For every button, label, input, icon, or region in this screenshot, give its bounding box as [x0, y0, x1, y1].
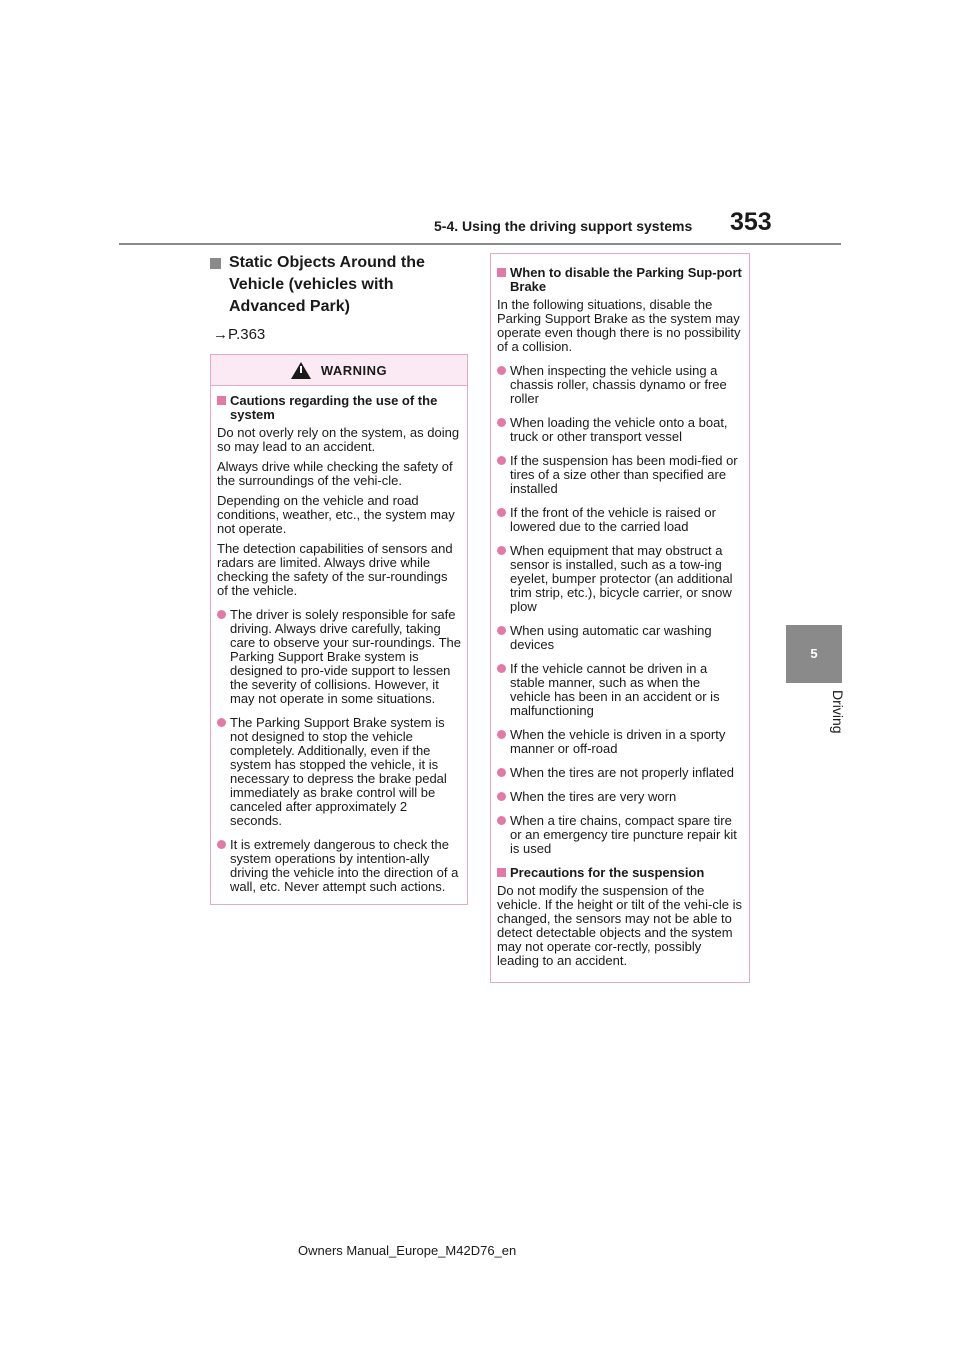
list-item: [497, 454, 743, 496]
section-heading-text: Static Objects Around the Vehicle (vehicles with Advanced Park): [229, 254, 425, 315]
circle-bullet-icon: [497, 664, 506, 673]
circle-bullet-icon: [497, 626, 506, 635]
circle-bullet-icon: [217, 718, 226, 727]
list-item: [497, 506, 743, 534]
footer-text: Owners Manual_Europe_M42D76_en: [298, 1243, 517, 1258]
list-item-text: When a tire chains, compact spare tire or an emergency tire puncture repair kit is used: [510, 813, 737, 856]
warning-subheading-text: Cautions regarding the use of the system: [230, 393, 438, 422]
warning-bullet: [217, 716, 461, 828]
circle-bullet-icon: [497, 730, 506, 739]
circle-bullet-icon: [217, 610, 226, 619]
chapter-tab: 5: [786, 625, 842, 683]
list-item-text: If the suspension has been modi-fied or tires of a size other than specified are installed: [510, 453, 738, 496]
circle-bullet-icon: [217, 840, 226, 849]
list-item-text: When loading the vehicle onto a boat, truck or other transport vessel: [510, 415, 728, 444]
warning-subheading: [217, 394, 461, 422]
suspension-paragraph: Do not modify the suspension of the vehicle. If the height or tilt of the vehi-cle is changed, the sensors may not be able to detect detectable objects and the system may not operate cor-rectly, possibly leading to an accident.: [497, 883, 742, 968]
list-item: [497, 766, 743, 780]
warning-triangle-icon: [291, 362, 311, 379]
square-bullet-icon: [210, 258, 221, 269]
right-column: [490, 252, 750, 983]
list-item-text: When the vehicle is driven in a sporty manner or off-road: [510, 727, 726, 756]
suspension-subheading: [497, 866, 743, 880]
warning-paragraph: The detection capabilities of sensors and radars are limited. Always drive while checking the safety of the sur-roundings of the vehicle.: [217, 541, 453, 598]
square-bullet-icon: [497, 268, 506, 277]
circle-bullet-icon: [497, 816, 506, 825]
page-number: 353: [730, 208, 772, 236]
disable-intro: In the following situations, disable the Parking Support Brake as the system may operate even though there is no possibility of a collision.: [497, 297, 741, 354]
suspension-subheading-text: Precautions for the suspension: [510, 865, 705, 880]
disable-subheading: [497, 266, 743, 294]
list-item-text: When the tires are very worn: [510, 789, 677, 804]
warning-box: [210, 354, 468, 905]
chapter-label: Driving: [830, 690, 846, 734]
list-item-text: When equipment that may obstruct a sensor is installed, such as a tow-ing eyelet, bumper protector (an additional trim strip, etc.), bicycle carrier, or snow plow: [510, 543, 733, 614]
list-item: [497, 544, 743, 614]
warning-body: [211, 386, 467, 904]
right-info-box: [490, 253, 750, 983]
list-item-text: If the front of the vehicle is raised or lowered due to the carried load: [510, 505, 716, 534]
warning-paragraph: Always drive while checking the safety of the surroundings of the vehi-cle.: [217, 459, 453, 488]
list-item: [497, 728, 743, 756]
section-heading: [210, 252, 468, 318]
warning-bullet-text: The Parking Support Brake system is not designed to stop the vehicle completely. Additionally, even if the system has stopped the vehicle, it is necessary to depress the brake pedal immediately as brake control will be canceled after approximately 2 seconds.: [230, 715, 447, 828]
list-item: [497, 662, 743, 718]
warning-bullet: [217, 608, 461, 706]
warning-paragraph: Do not overly rely on the system, as doing so may lead to an accident.: [217, 425, 460, 454]
warning-header: [211, 355, 467, 386]
warning-bullet-text: It is extremely dangerous to check the system operations by intention-ally driving the vehicle into the direction of a wall, etc. Never attempt such actions.: [230, 837, 459, 894]
list-item-text: When inspecting the vehicle using a chassis roller, chassis dynamo or free roller: [510, 363, 727, 406]
square-bullet-icon: [217, 396, 226, 405]
header-section-title: 5-4. Using the driving support systems: [434, 218, 693, 234]
warning-bullet-text: The driver is solely responsible for safe driving. Always drive carefully, taking care to observe your sur-roundings. The Parking Support Brake system is designed to pro-vide support to lessen the severity of collisions. However, it may not operate in some situations.: [230, 607, 461, 706]
list-item-text: When the tires are not properly inflated: [510, 765, 735, 780]
page-reference-link[interactable]: →P.363: [213, 326, 266, 343]
warning-paragraph: Depending on the vehicle and road conditions, weather, etc., the system may not operate.: [217, 493, 455, 536]
disable-subheading-text: When to disable the Parking Sup-port Brake: [510, 265, 742, 294]
list-item: [497, 416, 743, 444]
warning-title: WARNING: [320, 362, 388, 378]
circle-bullet-icon: [497, 456, 506, 465]
left-column: [210, 252, 468, 905]
list-item: [497, 814, 743, 856]
circle-bullet-icon: [497, 418, 506, 427]
list-item-text: If the vehicle cannot be driven in a stable manner, such as when the vehicle has been in an accident or is malfunctioning: [510, 661, 720, 718]
circle-bullet-icon: [497, 508, 506, 517]
list-item: [497, 624, 743, 652]
list-item: [497, 364, 743, 406]
circle-bullet-icon: [497, 366, 506, 375]
circle-bullet-icon: [497, 792, 506, 801]
circle-bullet-icon: [497, 546, 506, 555]
list-item: [497, 790, 743, 804]
square-bullet-icon: [497, 868, 506, 877]
header-rule: [119, 243, 841, 245]
circle-bullet-icon: [497, 768, 506, 777]
warning-bullet: [217, 838, 461, 894]
list-item-text: When using automatic car washing devices: [510, 623, 712, 652]
